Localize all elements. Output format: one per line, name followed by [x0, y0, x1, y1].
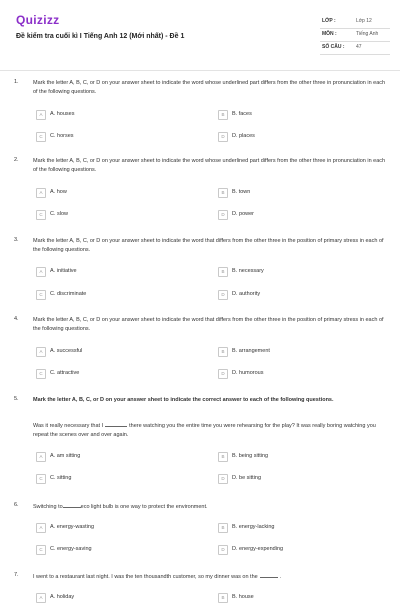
option-label: B. faces	[232, 111, 252, 117]
option-label: A. initiative	[50, 268, 77, 274]
meta-value: Tiếng Anh	[356, 31, 379, 37]
question-text: Mark the letter A, B, C, or D on your answer sheet to indicate the word whose underlined part differs from the other three in pronunciation in each of the following questions.	[33, 80, 386, 95]
page-title: Đề kiểm tra cuối kì I Tiếng Anh 12 (Mới nhất) - Đề 1	[16, 33, 185, 40]
option-letter-box: B	[218, 267, 228, 277]
option-letter-box: B	[218, 452, 228, 462]
option-letter-box: A	[36, 452, 46, 462]
question-before-blank: Switching to	[33, 504, 63, 510]
question-after-blank: eco light bulb is one way to protect the environment.	[80, 504, 208, 510]
question-text	[33, 502, 388, 512]
option-label: D. places	[232, 133, 255, 139]
option-label: D. energy-expending	[232, 546, 284, 552]
option-letter-box: B	[218, 110, 228, 120]
meta-class-row	[320, 16, 390, 29]
option-label: B. necessary	[232, 268, 264, 274]
option-letter-box: C	[36, 290, 46, 300]
header-divider	[0, 70, 400, 71]
option-letter-box: D	[218, 474, 228, 484]
meta-label: SỐ CÂU :	[322, 44, 345, 50]
option-letter-box: A	[36, 267, 46, 277]
question-number: 3.	[14, 237, 19, 243]
question-text: Mark the letter A, B, C, or D on your answer sheet to indicate the correct answer to each of the following questions.	[33, 397, 334, 403]
question-text: Mark the letter A, B, C, or D on your answer sheet to indicate the word that differs from the other three in the position of primary stress in each of the following questions.	[33, 317, 384, 332]
answer-blank	[260, 572, 278, 578]
option-label: D. be sitting	[232, 475, 262, 481]
option-letter-box: B	[218, 347, 228, 357]
meta-subject-row	[320, 29, 390, 42]
option-label: B. town	[232, 189, 251, 195]
option-label: B. house	[232, 594, 254, 600]
option-letter-box: D	[218, 290, 228, 300]
option-label: C. discriminate	[50, 291, 87, 297]
option-letter-box: C	[36, 210, 46, 220]
option-letter-box: D	[218, 545, 228, 555]
option-letter-box: C	[36, 132, 46, 142]
option-label: D. authority	[232, 291, 261, 297]
option-letter-box: D	[218, 132, 228, 142]
question-end: .	[279, 574, 282, 580]
question-number: 1.	[14, 79, 19, 85]
option-letter-box: A	[36, 347, 46, 357]
question-text: Mark the letter A, B, C, or D on your answer sheet to indicate the word whose underlined part differs from the other three in pronunciation in each of the following questions.	[33, 158, 386, 173]
answer-blank	[63, 502, 81, 508]
option-label: A. houses	[50, 111, 75, 117]
option-label: C. horses	[50, 133, 74, 139]
option-label: A. am sitting	[50, 453, 81, 459]
option-letter-box: C	[36, 369, 46, 379]
question-number: 4.	[14, 316, 19, 322]
question-before-blank: I went to a restaurant last night. I was the ten thousandth customer, so my dinner was on the	[33, 574, 258, 580]
option-letter-box: C	[36, 474, 46, 484]
option-label: A. successful	[50, 348, 83, 354]
question-number: 7.	[14, 572, 19, 578]
meta-value: 47	[356, 44, 362, 50]
option-label: C. energy-saving	[50, 546, 92, 552]
meta-label: MÔN :	[322, 31, 337, 37]
option-letter-box: A	[36, 110, 46, 120]
question-text: Mark the letter A, B, C, or D on your answer sheet to indicate the word that differs from the other three in the position of primary stress in each of the following questions.	[33, 238, 384, 253]
question-number: 2.	[14, 157, 19, 163]
meta-value: Lớp 12	[356, 18, 372, 24]
option-letter-box: D	[218, 369, 228, 379]
option-letter-box: A	[36, 593, 46, 603]
option-label: B. energy-lacking	[232, 524, 275, 530]
question-text	[33, 572, 388, 582]
option-label: C. sitting	[50, 475, 72, 481]
meta-count-row	[320, 42, 390, 55]
option-label: A. how	[50, 189, 67, 195]
option-label: D. power	[232, 211, 255, 217]
option-letter-box: D	[218, 210, 228, 220]
question-number: 6.	[14, 502, 19, 508]
passage-after-blank: there watching you the entire time you were rehearsing for the play? It was really boring watching you repeat the scenes over and over again.	[33, 423, 376, 438]
quizizz-logo: Quizizz	[16, 13, 60, 27]
option-letter-box: B	[218, 188, 228, 198]
option-label: B. being sitting	[232, 453, 269, 459]
answer-blank	[105, 421, 127, 427]
option-label: C. attractive	[50, 370, 80, 376]
option-letter-box: B	[218, 593, 228, 603]
passage-before-blank: Was it really necessary that I	[33, 423, 104, 429]
option-label: D. humorous	[232, 370, 264, 376]
option-label: B. arrangement	[232, 348, 270, 354]
option-label: C. slow	[50, 211, 69, 217]
option-letter-box: C	[36, 545, 46, 555]
meta-label: LỚP :	[322, 18, 336, 24]
worksheet-meta	[320, 16, 390, 55]
question-passage	[33, 421, 388, 440]
option-letter-box: A	[36, 523, 46, 533]
question-number: 5.	[14, 396, 19, 402]
option-letter-box: B	[218, 523, 228, 533]
option-letter-box: A	[36, 188, 46, 198]
option-label: A. holiday	[50, 594, 75, 600]
option-label: A. energy-wasting	[50, 524, 95, 530]
